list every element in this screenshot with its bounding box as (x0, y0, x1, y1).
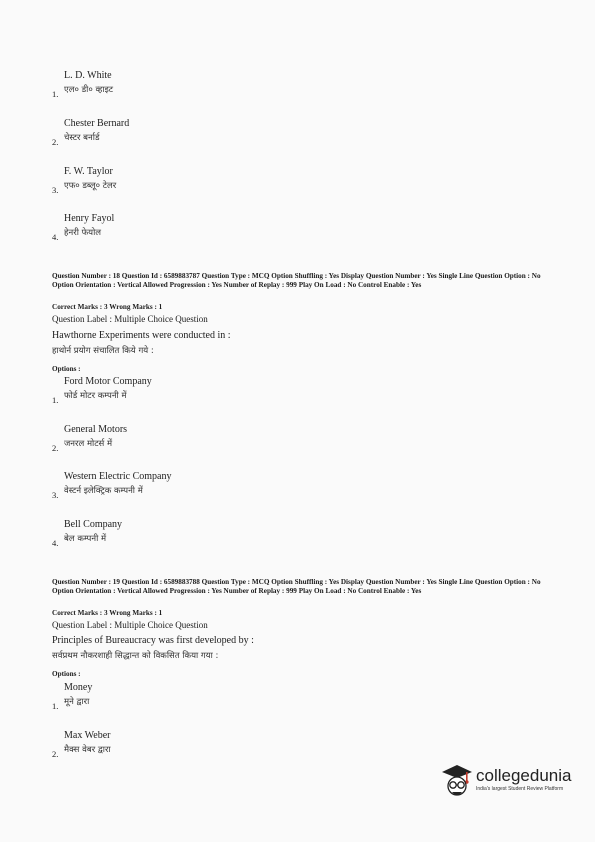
option-text-hi: एल० डी० व्हाइट (64, 85, 114, 95)
option-number: 2. (52, 137, 59, 147)
q19-marks: Correct Marks : 3 Wrong Marks : 1 (52, 609, 163, 617)
option-text-hi: बेल कम्पनी में (64, 534, 107, 544)
q18-marks: Correct Marks : 3 Wrong Marks : 1 (52, 303, 163, 311)
option-text-en: Henry Fayol (64, 213, 115, 224)
q18-question-hi: हाथोर्न प्रयोग संचालित किये गये : (52, 346, 154, 356)
option-text-en: Money (64, 682, 93, 693)
q19-meta: Question Number : 19 Question Id : 6589883788 Question Type : MCQ Option Shuffling : Yes Display Question Number : Yes Single Line Question Option : No Option Orientation : Vertical Allowed Progression : Yes Number of Replay : 999 Play On Load : No Control Enable : Yes (52, 578, 541, 595)
option-text-en: Max Weber (64, 730, 111, 741)
logo-name: collegedunia (476, 766, 572, 785)
q19-label: Question Label : Multiple Choice Question (52, 620, 208, 630)
q18-label: Question Label : Multiple Choice Question (52, 314, 208, 324)
option-text-hi: चेस्टर बर्नार्ड (64, 133, 100, 143)
q19-question-en: Principles of Bureaucracy was first developed by : (52, 635, 254, 646)
option-text-hi: जनरल मोटर्स में (64, 439, 113, 449)
option-number: 2. (52, 749, 59, 759)
option-text-en: Bell Company (64, 519, 123, 530)
option-text-en: Chester Bernard (64, 118, 130, 129)
option-text-en: F. W. Taylor (64, 166, 113, 177)
collegedunia-logo (440, 762, 580, 802)
option-text-hi: मूने द्वारा (64, 697, 90, 707)
option-text-en: Western Electric Company (64, 471, 172, 482)
option-number: 3. (52, 490, 59, 500)
option-text-en: L. D. White (64, 70, 112, 81)
q19-options-heading: Options : (52, 670, 81, 678)
option-text-hi: मैक्स वेबर द्वारा (64, 745, 111, 755)
q18-meta: Question Number : 18 Question Id : 6589883787 Question Type : MCQ Option Shuffling : Yes Display Question Number : Yes Single Line Question Option : No Option Orientation : Vertical Allowed Progression : Yes Number of Replay : 999 Play On Load : No Control Enable : Yes (52, 272, 541, 289)
option-number: 3. (52, 185, 59, 195)
q19-question-hi: सर्वप्रथम नौकरशाही सिद्धान्त को विकसित किया गया : (52, 651, 219, 661)
q18-options-heading: Options : (52, 365, 81, 373)
option-text-hi: वेस्टर्न इलेक्ट्रिक कम्पनी में (64, 486, 143, 496)
option-text-en: Ford Motor Company (64, 376, 152, 387)
q18-question-en: Hawthorne Experiments were conducted in : (52, 330, 231, 341)
logo-tagline: India's largest Student Review Platform (476, 786, 564, 792)
option-number: 2. (52, 443, 59, 453)
option-text-hi: फोर्ड मोटर कम्पनी में (64, 391, 127, 401)
option-text-en: General Motors (64, 424, 128, 435)
option-number: 1. (52, 89, 59, 99)
option-text-hi: हेनरी फेयोल (64, 228, 102, 238)
option-text-hi: एफ० डब्लू० टेलर (64, 181, 117, 191)
option-number: 1. (52, 395, 59, 405)
option-number: 1. (52, 701, 59, 711)
option-number: 4. (52, 232, 59, 242)
option-number: 4. (52, 538, 59, 548)
graduate-mascot-icon (440, 762, 474, 800)
